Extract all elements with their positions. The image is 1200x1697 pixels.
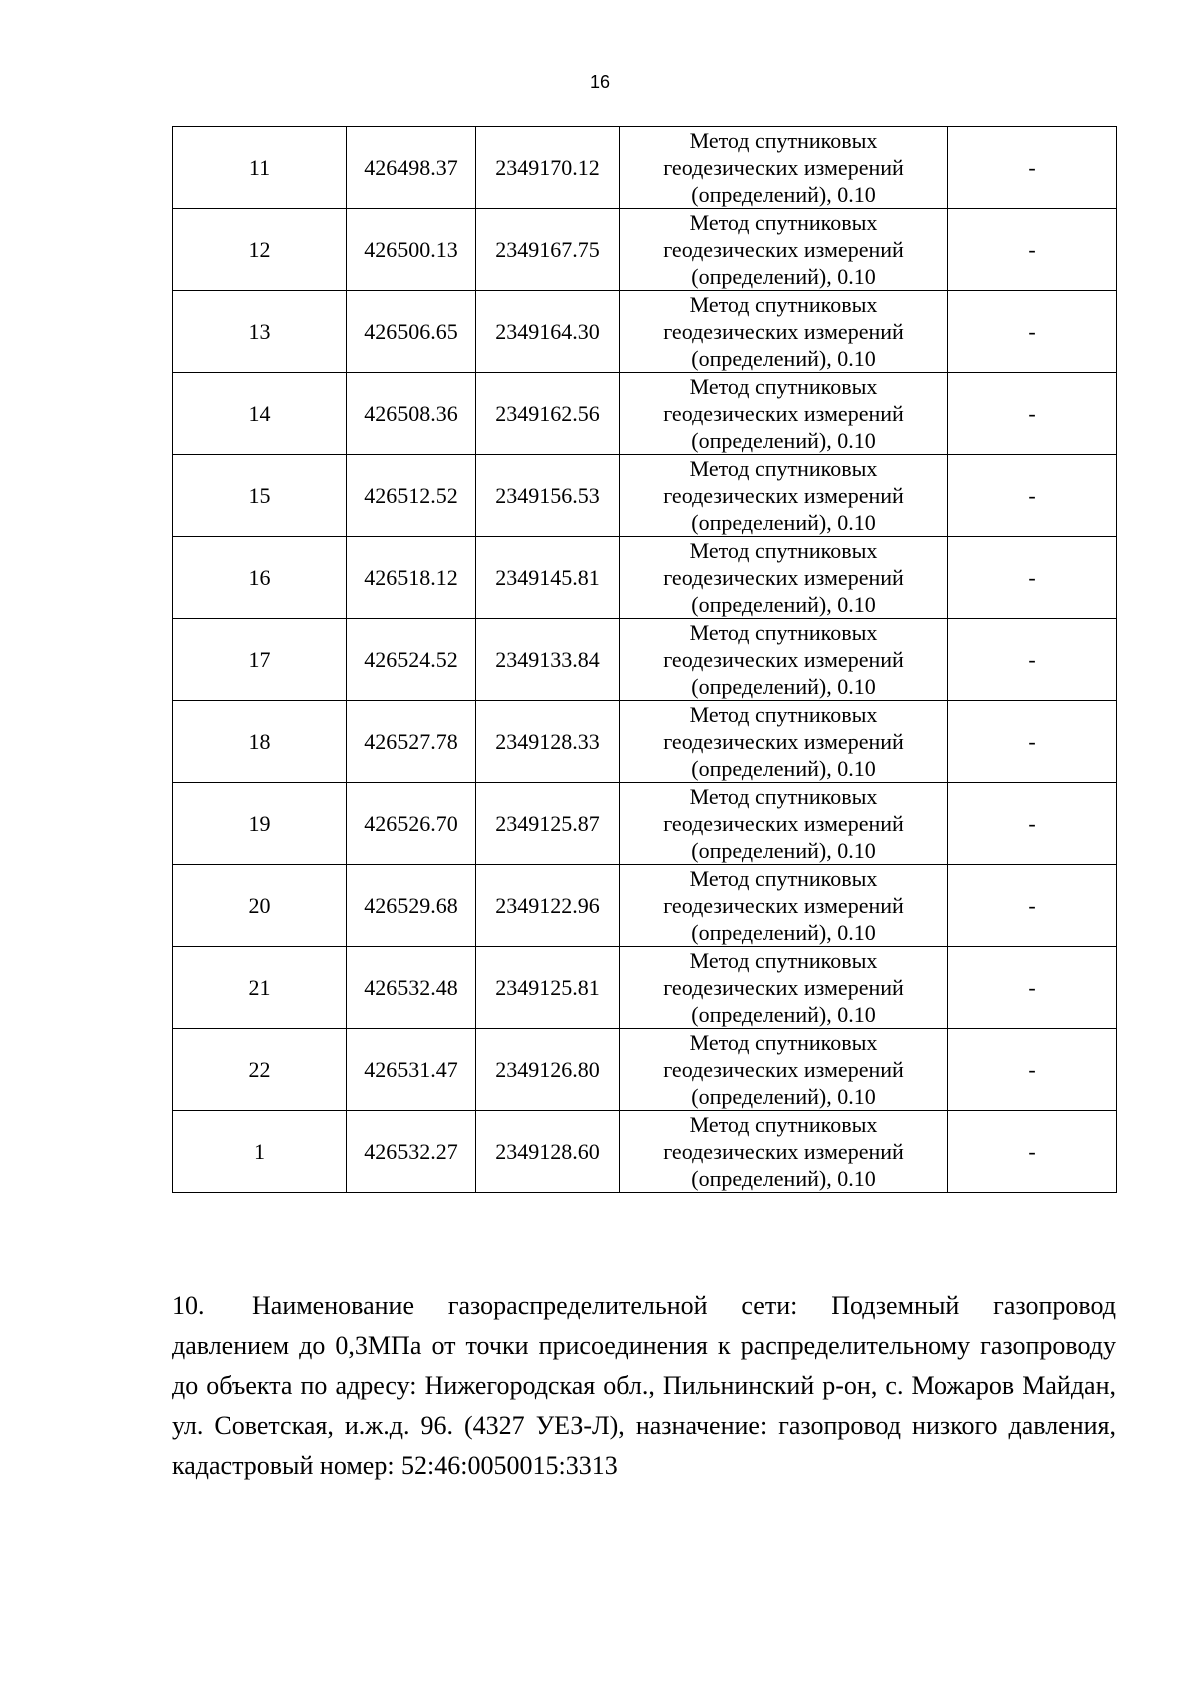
section-10-paragraph [172, 1286, 1116, 1486]
y-coordinate-cell: 2349170.12 [476, 127, 620, 209]
x-coordinate-cell: 426532.48 [347, 947, 476, 1029]
y-coordinate-cell: 2349164.30 [476, 291, 620, 373]
x-coordinate-cell: 426526.70 [347, 783, 476, 865]
note-cell: - [948, 209, 1117, 291]
table-row [173, 455, 1117, 537]
coordinates-table-body [173, 127, 1117, 1193]
table-row [173, 291, 1117, 373]
point-number-cell: 20 [173, 865, 347, 947]
method-cell [620, 1111, 948, 1193]
method-cell [620, 619, 948, 701]
section-number: 10. [172, 1291, 205, 1320]
point-number-cell: 17 [173, 619, 347, 701]
method-cell [620, 537, 948, 619]
method-cell [620, 373, 948, 455]
y-coordinate-cell: 2349125.87 [476, 783, 620, 865]
method-text: Метод спутниковых геодезических измерений (определений), 0.10 [663, 1030, 904, 1109]
y-coordinate-cell: 2349125.81 [476, 947, 620, 1029]
y-coordinate-cell: 2349133.84 [476, 619, 620, 701]
note-cell: - [948, 291, 1117, 373]
method-cell [620, 701, 948, 783]
method-text: Метод спутниковых геодезических измерений (определений), 0.10 [663, 292, 904, 371]
x-coordinate-cell: 426518.12 [347, 537, 476, 619]
note-cell: - [948, 127, 1117, 209]
note-cell: - [948, 537, 1117, 619]
method-text: Метод спутниковых геодезических измерений (определений), 0.10 [663, 784, 904, 863]
table-row [173, 209, 1117, 291]
section-text: Наименование газораспределительной сети: Подземный газопровод давлением до 0,3МПа от точки присоединения к распределительному газопроводу до объекта по адресу: Нижегородская обл., Пильнинский р-он, с. Можаров Майдан, ул. Советская, и.ж.д. 96. (4327 УЕЗ-Л), назначение: газопровод низкого давления, кадастровый номер: 52:46:0050015:3313 [172, 1291, 1116, 1480]
note-cell: - [948, 783, 1117, 865]
x-coordinate-cell: 426498.37 [347, 127, 476, 209]
table-row [173, 1029, 1117, 1111]
method-cell [620, 455, 948, 537]
note-cell: - [948, 619, 1117, 701]
method-cell [620, 947, 948, 1029]
note-cell: - [948, 455, 1117, 537]
table-row [173, 619, 1117, 701]
note-cell: - [948, 947, 1117, 1029]
page-number: 16 [589, 72, 611, 92]
note-cell: - [948, 865, 1117, 947]
point-number-cell: 11 [173, 127, 347, 209]
y-coordinate-cell: 2349167.75 [476, 209, 620, 291]
method-text: Метод спутниковых геодезических измерений (определений), 0.10 [663, 456, 904, 535]
point-number-cell: 22 [173, 1029, 347, 1111]
y-coordinate-cell: 2349126.80 [476, 1029, 620, 1111]
method-text: Метод спутниковых геодезических измерений (определений), 0.10 [663, 374, 904, 453]
x-coordinate-cell: 426500.13 [347, 209, 476, 291]
x-coordinate-cell: 426524.52 [347, 619, 476, 701]
x-coordinate-cell: 426508.36 [347, 373, 476, 455]
point-number-cell: 14 [173, 373, 347, 455]
point-number-cell: 1 [173, 1111, 347, 1193]
x-coordinate-cell: 426529.68 [347, 865, 476, 947]
x-coordinate-cell: 426532.27 [347, 1111, 476, 1193]
method-cell [620, 1029, 948, 1111]
table-row [173, 783, 1117, 865]
method-text: Метод спутниковых геодезических измерений (определений), 0.10 [663, 948, 904, 1027]
method-cell [620, 209, 948, 291]
note-cell: - [948, 1111, 1117, 1193]
table-row [173, 947, 1117, 1029]
method-text: Метод спутниковых геодезических измерений (определений), 0.10 [663, 128, 904, 207]
y-coordinate-cell: 2349162.56 [476, 373, 620, 455]
y-coordinate-cell: 2349156.53 [476, 455, 620, 537]
y-coordinate-cell: 2349145.81 [476, 537, 620, 619]
method-cell [620, 127, 948, 209]
table-row [173, 127, 1117, 209]
note-cell: - [948, 373, 1117, 455]
method-text: Метод спутниковых геодезических измерений (определений), 0.10 [663, 702, 904, 781]
method-cell [620, 291, 948, 373]
point-number-cell: 16 [173, 537, 347, 619]
method-text: Метод спутниковых геодезических измерений (определений), 0.10 [663, 620, 904, 699]
point-number-cell: 19 [173, 783, 347, 865]
table-row [173, 865, 1117, 947]
table-row [173, 1111, 1117, 1193]
point-number-cell: 12 [173, 209, 347, 291]
method-text: Метод спутниковых геодезических измерений (определений), 0.10 [663, 1112, 904, 1191]
point-number-cell: 13 [173, 291, 347, 373]
x-coordinate-cell: 426527.78 [347, 701, 476, 783]
method-text: Метод спутниковых геодезических измерений (определений), 0.10 [663, 538, 904, 617]
note-cell: - [948, 701, 1117, 783]
x-coordinate-cell: 426531.47 [347, 1029, 476, 1111]
table-row [173, 537, 1117, 619]
table-row [173, 373, 1117, 455]
method-cell [620, 865, 948, 947]
note-cell: - [948, 1029, 1117, 1111]
method-text: Метод спутниковых геодезических измерений (определений), 0.10 [663, 210, 904, 289]
coordinates-table [172, 126, 1117, 1193]
x-coordinate-cell: 426512.52 [347, 455, 476, 537]
method-cell [620, 783, 948, 865]
x-coordinate-cell: 426506.65 [347, 291, 476, 373]
y-coordinate-cell: 2349122.96 [476, 865, 620, 947]
y-coordinate-cell: 2349128.60 [476, 1111, 620, 1193]
method-text: Метод спутниковых геодезических измерений (определений), 0.10 [663, 866, 904, 945]
table-row [173, 701, 1117, 783]
point-number-cell: 15 [173, 455, 347, 537]
y-coordinate-cell: 2349128.33 [476, 701, 620, 783]
point-number-cell: 18 [173, 701, 347, 783]
point-number-cell: 21 [173, 947, 347, 1029]
